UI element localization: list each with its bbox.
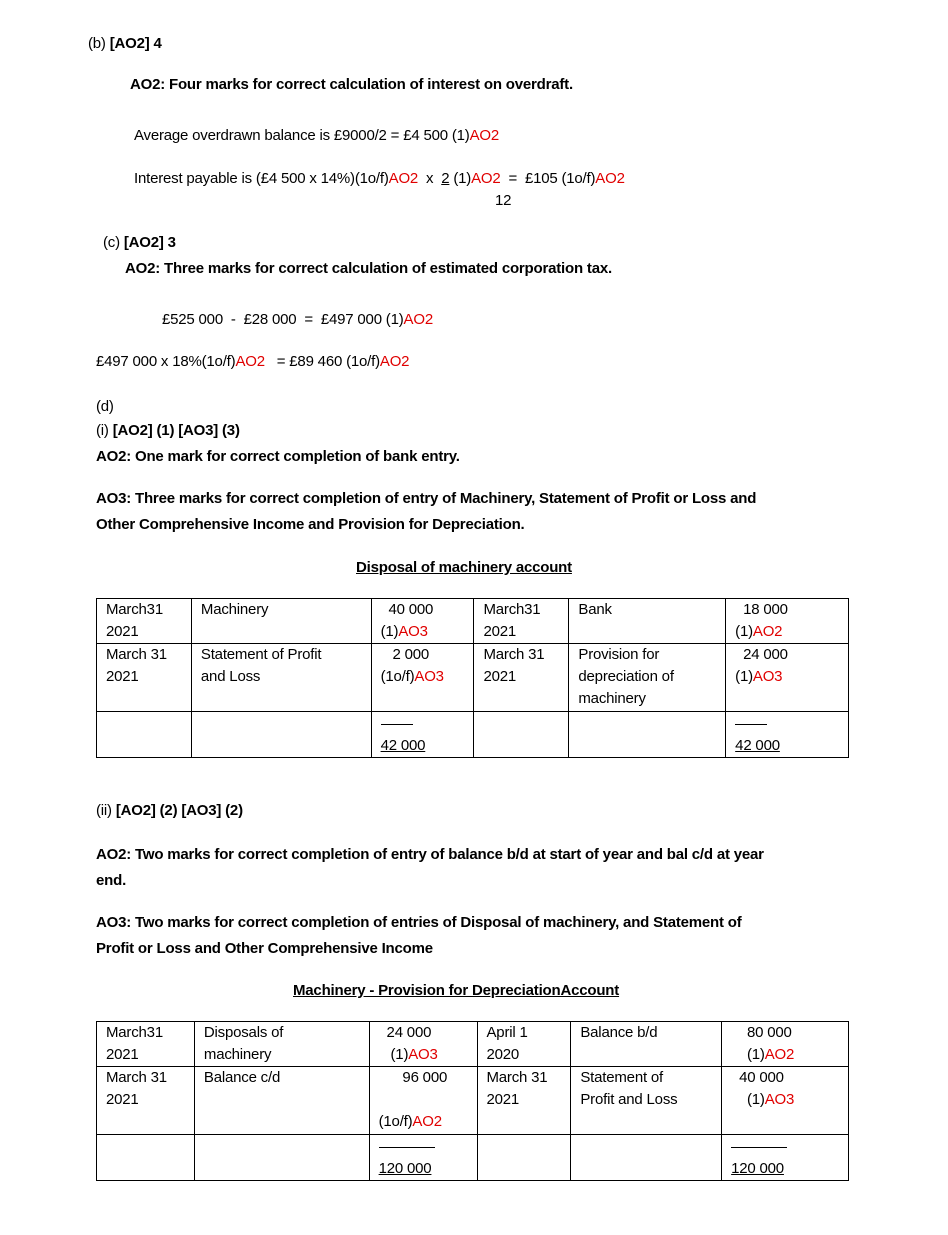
part-c-line-2: £497 000 x 18%(1o/f)AO2 = £89 460 (1o/f)AO2 (96, 353, 410, 370)
date-cell: March 31 2021 (477, 1067, 571, 1135)
total-amount-cell: 120 000 (722, 1135, 849, 1181)
amount-cell: 24 000 (1)AO3 (726, 644, 849, 712)
part-d-ii-ao3-line2: Profit or Loss and Other Comprehensive Income (96, 940, 433, 957)
table2-title: Machinery - Provision for DepreciationAccount (293, 982, 620, 999)
amount-cell: 96 000 (1o/f)AO2 (369, 1067, 477, 1135)
part-d-i-ao2: AO2: One mark for correct completion of bank entry. (96, 448, 460, 465)
part-b-description: AO2: Four marks for correct calculation of interest on overdraft. (130, 76, 573, 93)
part-d-ii-ao2-line1: AO2: Two marks for correct completion of entry of balance b/d at start of year and bal c/d at year (96, 846, 764, 863)
details-cell: Balance c/d (194, 1067, 369, 1135)
date-cell: March 31 2021 (97, 1067, 195, 1135)
part-d-ii-ao3-line1: AO3: Two marks for correct completion of entries of Disposal of machinery, and Statement of (96, 914, 742, 931)
table1-title: Disposal of machinery account (356, 559, 572, 576)
part-d-ii-ao2-line2: end. (96, 872, 127, 889)
part-b-line-2: Interest payable is (£4 500 x 14%)(1o/f)AO2 x 2 (1)AO2 = £105 (1o/f)AO2 (134, 170, 625, 187)
part-b-heading: (b) [AO2] 4 (88, 35, 162, 52)
details-cell: Statement of Profit and Loss (571, 1067, 722, 1135)
total-row (97, 712, 849, 758)
amount-cell: 80 000 (1)AO2 (722, 1022, 849, 1067)
date-cell: March31 2021 (97, 599, 192, 644)
details-cell: Provision for depreciation of machinery (569, 644, 726, 712)
table-row (97, 644, 849, 712)
provision-for-depreciation-table (96, 1021, 849, 1181)
part-c-description: AO2: Three marks for correct calculation of estimated corporation tax. (125, 260, 612, 277)
total-row (97, 1135, 849, 1181)
amount-cell: 40 000 (1)AO3 (722, 1067, 849, 1135)
disposal-of-machinery-table (96, 598, 849, 758)
details-cell: Balance b/d (571, 1022, 722, 1067)
table-row (97, 599, 849, 644)
table-row (97, 1067, 849, 1135)
details-cell: Machinery (191, 599, 371, 644)
table-row (97, 1022, 849, 1067)
total-amount-cell: 42 000 (726, 712, 849, 758)
part-d-ii-heading: (ii) [AO2] (2) [AO3] (2) (96, 802, 243, 819)
part-c-line-1: £525 000 - £28 000 = £497 000 (1)AO2 (162, 311, 433, 328)
details-cell: Disposals of machinery (194, 1022, 369, 1067)
fraction-denominator: 12 (495, 192, 512, 209)
date-cell: March31 2021 (97, 1022, 195, 1067)
amount-cell: 2 000 (1o/f)AO3 (371, 644, 474, 712)
amount-cell: 18 000 (1)AO2 (726, 599, 849, 644)
date-cell: March31 2021 (474, 599, 569, 644)
part-b-line-1: Average overdrawn balance is £9000/2 = £4 500 (1)AO2 (134, 127, 499, 144)
amount-cell: 40 000 (1)AO3 (371, 599, 474, 644)
total-amount-cell: 120 000 (369, 1135, 477, 1181)
date-cell: March 31 2021 (97, 644, 192, 712)
part-d-i-ao3-line2: Other Comprehensive Income and Provision for Depreciation. (96, 516, 525, 533)
part-d-i-ao3-line1: AO3: Three marks for correct completion of entry of Machinery, Statement of Profit or Loss and (96, 490, 757, 507)
amount-cell: 24 000 (1)AO3 (369, 1022, 477, 1067)
part-d-i-heading: (i) [AO2] (1) [AO3] (3) (96, 422, 240, 439)
date-cell: March 31 2021 (474, 644, 569, 712)
part-d-label: (d) (96, 398, 114, 415)
total-amount-cell: 42 000 (371, 712, 474, 758)
part-c-heading: (c) [AO2] 3 (103, 234, 176, 251)
details-cell: Bank (569, 599, 726, 644)
date-cell: April 1 2020 (477, 1022, 571, 1067)
details-cell: Statement of Profit and Loss (191, 644, 371, 712)
